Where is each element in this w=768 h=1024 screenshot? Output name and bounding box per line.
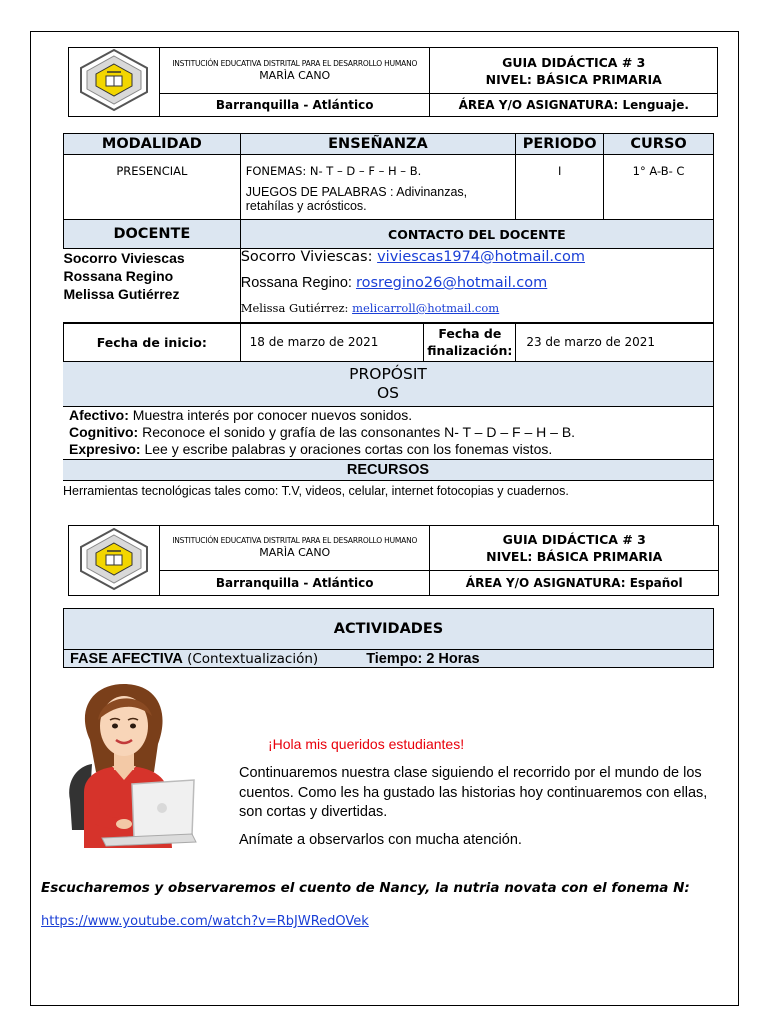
- proposito-item: [69, 407, 713, 424]
- propositos-header: [63, 362, 714, 407]
- actividades-header: ACTIVIDADES: [64, 609, 714, 650]
- curso-header: CURSO: [604, 134, 714, 155]
- proposito-text: Lee y escribe palabras y oraciones cortas con los fonemas vistos.: [140, 441, 553, 457]
- video-link[interactable]: https://www.youtube.com/watch?v=RbJWRedOVek: [41, 914, 369, 929]
- contactos-cell: [240, 249, 713, 324]
- curso-value: 1° A-B- C: [604, 155, 714, 220]
- city: Barranquilla - Atlántico: [159, 571, 430, 596]
- ensenanza-cell: [240, 155, 515, 220]
- docente-name: Socorro Viviescas: [63, 250, 185, 266]
- proposito-item: [69, 441, 713, 458]
- institution-name: MARÌA CANO: [259, 546, 331, 559]
- school-logo-icon: [77, 48, 151, 112]
- contacto-name: Melissa Gutiérrez:: [240, 301, 353, 315]
- school-header-2: [68, 525, 719, 596]
- proposito-label: Expresivo:: [69, 441, 141, 457]
- email-link[interactable]: melicarroll@hotmail.com: [352, 301, 500, 315]
- ensenanza-juegos: JUEGOS DE PALABRAS : Adivinanzas, retahílas y acrósticos.: [245, 185, 468, 213]
- guide-title: GUIA DIDÁCTICA # 3: [502, 532, 646, 547]
- info-table: [63, 133, 714, 220]
- periodo-header: PERIODO: [516, 134, 604, 155]
- teacher-laptop-illustration: [62, 680, 198, 848]
- propositos-cell: [63, 407, 714, 460]
- guide-level: NIVEL: BÁSICA PRIMARIA: [485, 71, 662, 87]
- greeting: ¡Hola mis queridos estudiantes!: [268, 736, 465, 752]
- modalidad-header: MODALIDAD: [64, 134, 241, 155]
- fecha-fin-label: Fecha de finalización:: [424, 323, 516, 362]
- tiempo: Tiempo: 2 Horas: [366, 650, 480, 667]
- contacto-row: [241, 274, 713, 292]
- ensenanza-fonemas: FONEMAS: N- T – D – F – H – B.: [245, 164, 422, 178]
- docente-header: DOCENTE: [64, 220, 241, 249]
- institution-cell: [159, 526, 430, 571]
- propositos-table: [63, 361, 714, 525]
- contacto-row: [241, 248, 713, 266]
- email-link[interactable]: viviescas1974@hotmail.com: [377, 249, 585, 265]
- proposito-text: Reconoce el sonido y grafía de las consonantes N- T – D – F – H – B.: [138, 424, 576, 440]
- city: Barranquilla - Atlántico: [159, 94, 430, 117]
- guide-title: GUIA DIDÁCTICA # 3: [502, 54, 646, 70]
- contacto-name: Rossana Regino:: [240, 275, 356, 291]
- propositos-header-line: OS: [376, 384, 400, 402]
- docentes-cell: [64, 249, 241, 324]
- proposito-label: Cognitivo:: [69, 424, 139, 440]
- fecha-inicio-label: Fecha de inicio:: [64, 323, 241, 362]
- guide-level: NIVEL: BÁSICA PRIMARIA: [486, 549, 663, 564]
- email-link[interactable]: rosregino26@hotmail.com: [355, 275, 548, 291]
- fase-text: (Contextualización): [182, 650, 319, 667]
- institution-cell: [159, 48, 430, 94]
- story-title: Escucharemos y observaremos el cuento de Nancy, la nutria novata con el fonema N:: [41, 880, 690, 896]
- guide-cell: [430, 526, 719, 571]
- fecha-fin-value: 23 de marzo de 2021: [516, 323, 714, 362]
- logo-cell: [69, 526, 160, 596]
- proposito-label: Afectivo:: [69, 407, 129, 423]
- modalidad-value: PRESENCIAL: [64, 155, 241, 220]
- subject-area: ÁREA Y/O ASIGNATURA: Lenguaje.: [430, 94, 718, 117]
- fase-row: [64, 650, 714, 668]
- institution-line: INSTITUCIÓN EDUCATIVA DISTRITAL PARA EL DESARROLLO HUMANO: [172, 58, 418, 68]
- docente-name: Melissa Gutiérrez: [63, 286, 180, 302]
- intro-paragraph: Continuaremos nuestra clase siguiendo el recorrido por el mundo de los cuentos. Como les ha gustado las historias hoy continuaremos con ellas, son cortas y divertidas.: [239, 765, 708, 820]
- contacto-row: [241, 301, 713, 315]
- school-header: [68, 47, 718, 117]
- proposito-text: Muestra interés por conocer nuevos sonidos.: [128, 407, 413, 423]
- contacto-name: Socorro Viviescas:: [240, 249, 378, 265]
- propositos-header-line: PROPÓSIT: [349, 365, 427, 383]
- institution-line: INSTITUCIÓN EDUCATIVA DISTRITAL PARA EL DESARROLLO HUMANO: [172, 536, 418, 545]
- institution-name: MARÌA CANO: [259, 68, 331, 82]
- ensenanza-header: ENSEÑANZA: [240, 134, 515, 155]
- school-logo-icon: [77, 527, 151, 591]
- fechas-table: [63, 322, 714, 362]
- guide-cell: [430, 48, 718, 94]
- actividades-table: [63, 608, 714, 668]
- fase-label: FASE AFECTIVA: [70, 650, 183, 667]
- recursos-text: Herramientas tecnológicas tales como: T.V, videos, celular, internet fotocopias y cuadernos.: [63, 481, 714, 525]
- intro-paragraph-2: Anímate a observarlos con mucha atención.: [239, 832, 522, 848]
- docente-table: [63, 219, 714, 324]
- docente-name: Rossana Regino: [63, 268, 174, 284]
- recursos-header: RECURSOS: [63, 460, 714, 481]
- subject-area: ÁREA Y/O ASIGNATURA: Español: [430, 571, 719, 596]
- periodo-value: I: [516, 155, 604, 220]
- logo-cell: [69, 48, 160, 117]
- contacto-header: CONTACTO DEL DOCENTE: [240, 220, 713, 249]
- proposito-item: [69, 424, 713, 441]
- fecha-inicio-value: 18 de marzo de 2021: [240, 323, 424, 362]
